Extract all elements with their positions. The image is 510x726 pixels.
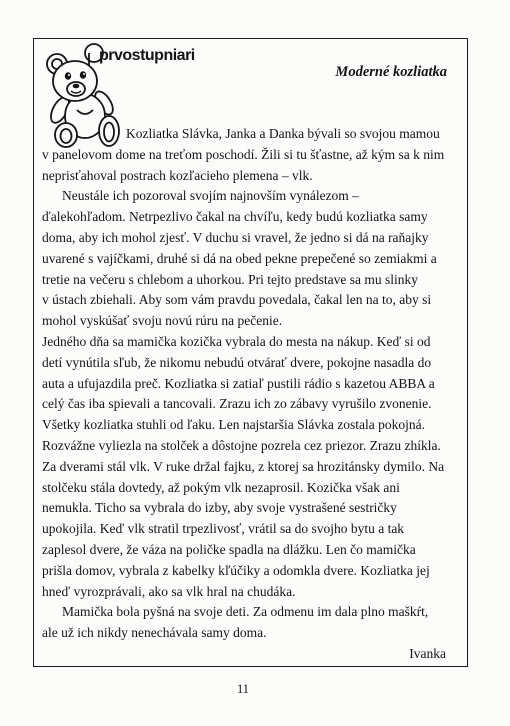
story-line: auta a ufujazdila preč. Kozliatka si zatiaľ pustili rádio s kazetou ABBA a (42, 375, 435, 391)
story-line: zaplesol dvere, že váza na poličke spadla na dlážku. Len čo mamička (42, 541, 416, 557)
story-paragraph-4 (42, 602, 462, 644)
story-paragraph-1 (42, 124, 462, 186)
story-line: Mamička bola pyšná na svoje deti. Za odmenu im dala plno maškŕt, (62, 604, 429, 620)
story-line: Rozvážne vyliezla na stolček a dôstojne pozrela cez priezor. Zrazu zhíkla. (42, 437, 441, 453)
story-line: tretie na večeru s chlebom a uhorkou. Pri tejto predstave sa mu slinky (42, 271, 419, 287)
story-line: doma, aby ich mohol zjesť. V duchu si vravel, že jedno si dá na raňajky (42, 229, 429, 245)
story-title: Moderné kozliatka (335, 64, 447, 80)
story-line: v panelovom dome na treťom poschodí. Žili si tu šťastne, až kým sa k nim (42, 146, 445, 162)
story-line: upokojila. Keď vlk stratil trpezlivosť, vrátil sa do svojho bytu a tak (42, 521, 405, 537)
story-line: stolčeku stála dovtedy, až pokým vlk nezaprosil. Kozička však ani (42, 479, 400, 495)
story-line: uvarené s vajíčkami, druhé si dá na obed pekne prepečené so zemiakmi a (42, 250, 437, 266)
page-number: 11 (236, 682, 250, 696)
author-signature: Ivanka (409, 645, 446, 661)
story-line: Jedného dňa sa mamička kozička vybrala do mesta na nákup. Keď si od (42, 333, 431, 349)
story-line: v ústach zbiehali. Aby som vám pravdu povedala, čakal len na to, aby si (42, 292, 432, 308)
story-line: Kozliatka Slávka, Janka a Danka bývali so svojou mamou (126, 126, 440, 141)
story-line: Všetky kozliatka stuhli od ľaku. Len najstaršia Slávka zostala pokojná. (42, 417, 426, 433)
story-line: detí vynútila sľub, že nikomu nebudú otvárať dvere, pokojne nasadla do (42, 354, 432, 370)
magazine-logo-text: prvostupniari (99, 47, 195, 64)
story-line: ale už ich nikdy nenechávala samy doma. (42, 625, 267, 641)
story-line: mohol vyskúšať svoju novú rúru na pečenie. (42, 313, 283, 329)
story-body (42, 124, 462, 665)
story-line: neprisťahoval postrach kozľacieho plemena – vlk. (42, 167, 313, 183)
story-line: Neustále ich pozoroval svojím najnovším vynálezom – (62, 188, 359, 204)
story-line: Za dverami stál vlk. V ruke držal fajku, z ktorej sa hrozitánsky dymilo. Na (42, 458, 445, 474)
story-line: hneď vyrozprávali, ako sa vlk hral na chudáka. (42, 583, 296, 599)
story-line: nemukla. Ticho sa vybrala do izby, aby svoje vystrašené sestričky (42, 500, 397, 516)
story-paragraph-3 (42, 332, 462, 602)
story-line: ďalekohľadom. Netrpezlivo čakal na chvíľu, kedy budú kozliatka samy (42, 209, 428, 225)
story-line: celý čas iba spievali a tancovali. Zrazu ich zo zábavy vyrušilo zvonenie. (42, 396, 432, 412)
story-line: prišla domov, vybrala z kabelky kľúčiky a odomkla dvere. Kozliatka jej (42, 562, 430, 578)
story-paragraph-2 (42, 186, 462, 332)
